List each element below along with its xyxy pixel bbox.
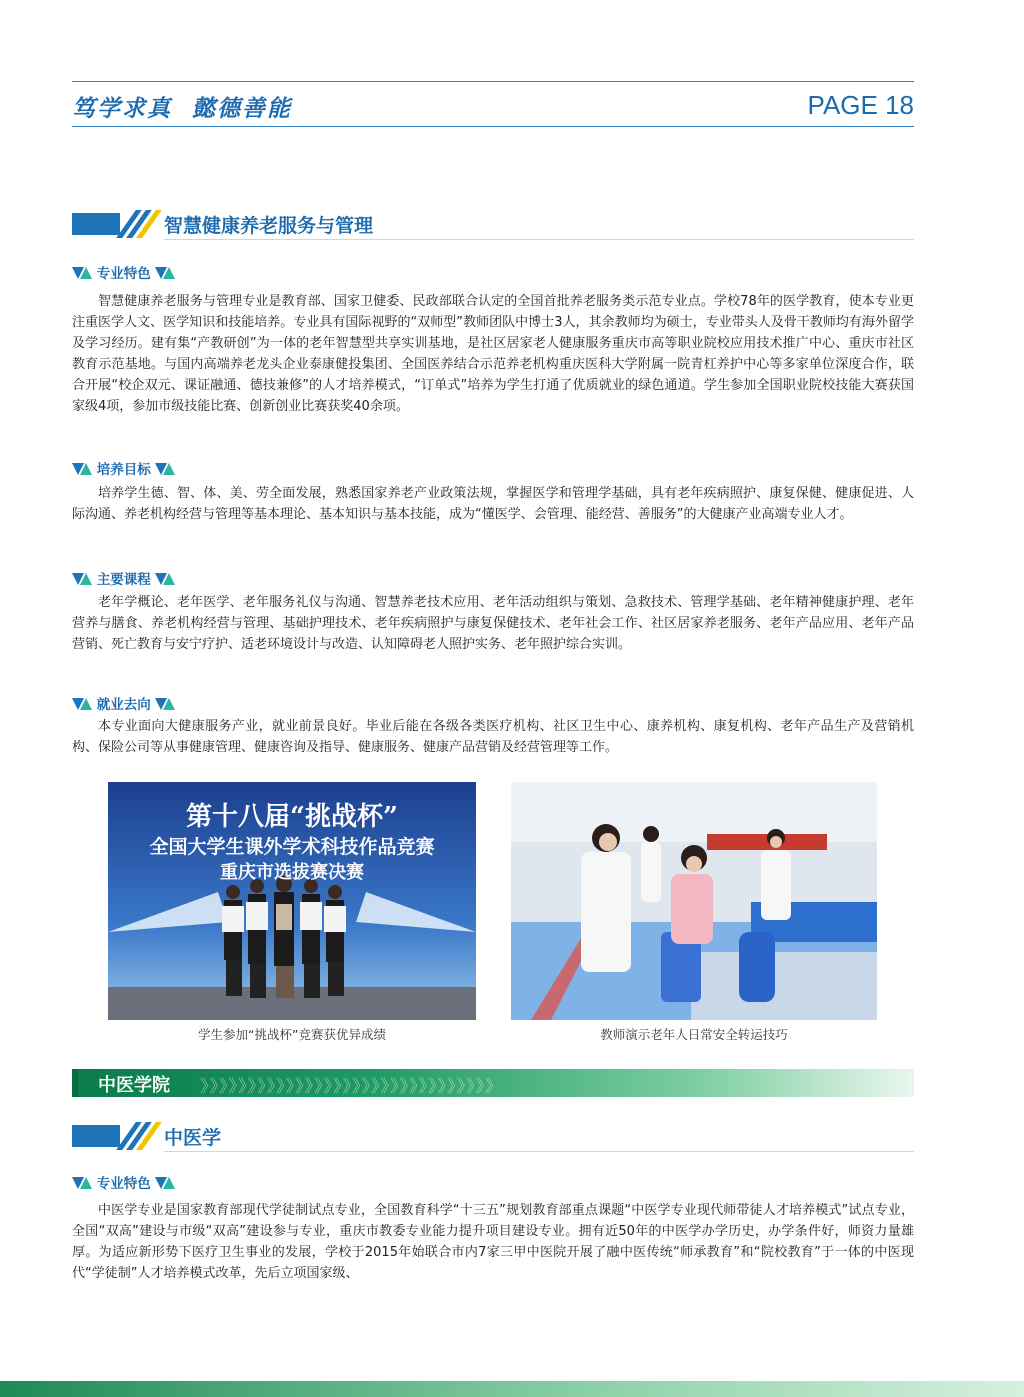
caption-nursing-demo: 教师演示老年人日常安全转运技巧 bbox=[600, 1027, 788, 1042]
subheading-careers bbox=[72, 693, 175, 713]
triangle-icon bbox=[80, 463, 92, 475]
subheading-features-tcm bbox=[72, 1172, 175, 1192]
photo-competition bbox=[108, 782, 476, 1020]
banner-line-2: 全国大学生课外学术科技作品竞赛 bbox=[149, 836, 435, 858]
banner-cap bbox=[72, 1069, 78, 1097]
subheading-goals bbox=[72, 458, 175, 478]
department-title: 中医学院 bbox=[98, 1075, 170, 1096]
subheading-label: 培养目标 bbox=[96, 462, 151, 478]
triangle-icon bbox=[163, 1177, 175, 1189]
section-title: 中医学 bbox=[164, 1127, 222, 1149]
section-heading-tcm bbox=[72, 1122, 914, 1152]
subheading-label: 专业特色 bbox=[96, 1176, 151, 1192]
banner-line-3: 重庆市选拔赛决赛 bbox=[220, 862, 364, 883]
header-rule-bottom bbox=[72, 126, 914, 127]
footer-bar bbox=[0, 1381, 1024, 1397]
heading-bar-icon bbox=[72, 213, 120, 235]
heading-bar-icon bbox=[72, 1125, 120, 1147]
paragraph-features-tcm: 中医学专业是国家教育部现代学徒制试点专业，全国教育科学“十三五”规划教育部重点课题“中医学专业现代师带徒人才培养模式”试点专业，全国“双高”建设与市级“双高”建设参与专业，重庆市教委专业能力提升项目建设专业。拥有近50年的中医学办学历史，办学条件好，师资力量雄厚。为适应新形势下医疗卫生事业的发展，学校于2015年始联合市内7家三甲中医院开展了融中医传统“师承教育”和“院校教育”于一体的中医现代“学徒制”人才培养模式改革，先后立项国家级、 bbox=[72, 1203, 914, 1281]
subheading-label: 主要课程 bbox=[96, 572, 151, 588]
banner-line-1: 第十八届“挑战杯” bbox=[186, 802, 398, 832]
triangle-icon bbox=[163, 573, 175, 585]
paragraph-courses: 老年学概论、老年医学、老年服务礼仪与沟通、智慧养老技术应用、老年活动组织与策划、急救技术、管理学基础、老年精神健康护理、老年营养与膳食、养老机构经营与管理、基础护理技术、老年疾病照护与康复保健技术、老年社会工作、社区居家养老服务、老年产品应用、老年产品营销、死亡教育与安宁疗护、适老环境设计与改造、认知障碍老人照护实务、老年照护综合实训。 bbox=[72, 595, 914, 652]
section-rule bbox=[164, 1151, 914, 1152]
section-heading-elderly-care bbox=[72, 210, 914, 240]
chevron-pattern-icon: 》》》》》》》》》》》》》》》》》》》》》》》》》》》》》》》 bbox=[200, 1077, 503, 1097]
subheading-label: 专业特色 bbox=[96, 266, 151, 282]
triangle-icon bbox=[163, 267, 175, 279]
paragraph-careers: 本专业面向大健康服务产业，就业前景良好。毕业后能在各级各类医疗机构、社区卫生中心、康养机构、康复机构、老年产品生产及营销机构、保险公司等从事健康管理、健康咨询及指导、健康服务、健康产品营销及经营管理等工作。 bbox=[72, 719, 914, 755]
paragraph-goals: 培养学生德、智、体、美、劳全面发展，熟悉国家养老产业政策法规，掌握医学和管理学基础，具有老年疾病照护、康复保健、健康促进、人际沟通、养老机构经营与管理等基本理论、基本知识与基本技能，成为“懂医学、会管理、能经营、善服务”的大健康产业高端专业人才。 bbox=[72, 486, 914, 522]
section-title: 智慧健康养老服务与管理 bbox=[164, 215, 374, 237]
subheading-courses bbox=[72, 568, 175, 588]
photo-nursing-art bbox=[511, 782, 877, 1020]
header-rule-top bbox=[72, 81, 914, 82]
photo-nursing-demo bbox=[511, 782, 877, 1020]
department-banner bbox=[72, 1069, 914, 1097]
triangle-icon bbox=[163, 463, 175, 475]
header-motto: 笃学求真 懿德善能 bbox=[72, 95, 293, 122]
page-number: PAGE 18 bbox=[807, 90, 914, 120]
triangle-icon bbox=[80, 267, 92, 279]
triangle-icon bbox=[80, 1177, 92, 1189]
section-rule bbox=[164, 239, 914, 240]
triangle-icon bbox=[163, 698, 175, 710]
subheading-label: 就业去向 bbox=[96, 697, 151, 713]
subheading-features bbox=[72, 262, 175, 282]
paragraph-features: 智慧健康养老服务与管理专业是教育部、国家卫健委、民政部联合认定的全国首批养老服务类示范专业点。学校78年的医学教育，使本专业更注重医学人文、医学知识和技能培养。专业具有国际视野的“双师型”教师团队中博士3人，其余教师均为硕士，专业带头人及骨干教师均有海外留学及学习经历。建有集“产教研创”为一体的老年智慧型共享实训基地，是社区居家老人健康服务重庆市高等职业院校应用技术推广中心、重庆市社区教育示范基地。与国内高端养老龙头企业泰康健投集团、全国医养结合示范养老机构重庆医科大学附属一院青杠养护中心等多家单位深度合作，联合开展“校企双元、课证融通、德技兼修”的人才培养模式，“订单式”培养为学生打通了优质就业的绿色通道。学生参加全国职业院校技能大赛获国家级4项，参加市级技能比赛、创新创业比赛获奖40余项。 bbox=[72, 294, 914, 414]
caption-competition: 学生参加“挑战杯”竞赛获优异成绩 bbox=[198, 1027, 386, 1042]
triangle-icon bbox=[80, 573, 92, 585]
triangle-icon bbox=[80, 698, 92, 710]
